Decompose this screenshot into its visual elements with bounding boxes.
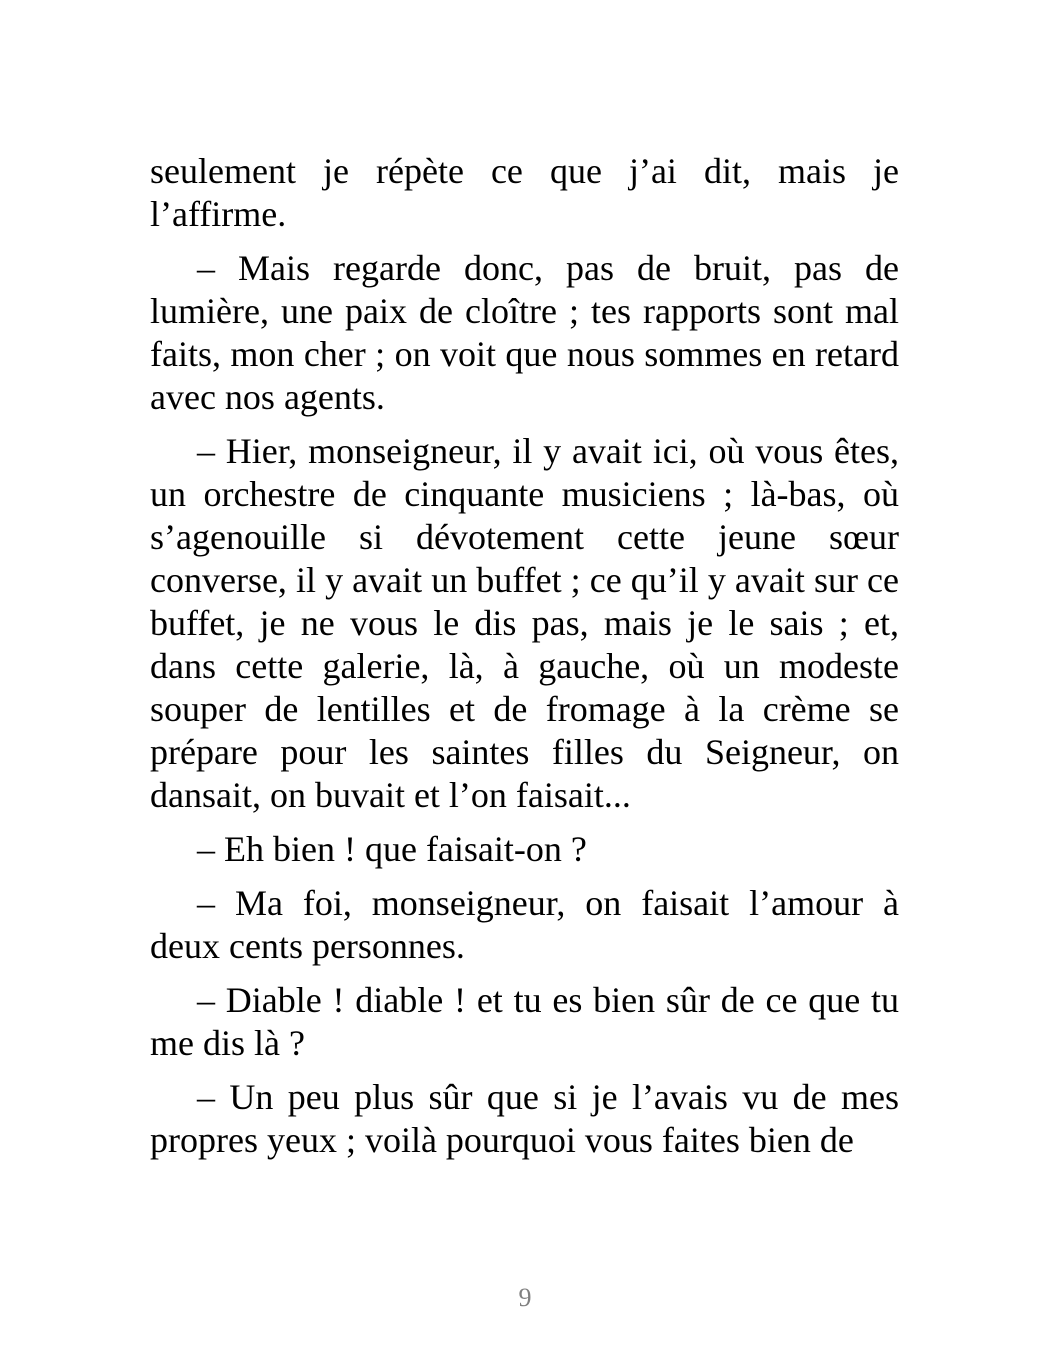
paragraph-dialogue: – Ma foi, monseigneur, on faisait l’amour à deux cents personnes. [150, 883, 899, 966]
paragraph-dialogue: – Hier, monseigneur, il y avait ici, où vous êtes, un orchestre de cinquante musiciens ; là-bas, où s’agenouille si dévotement cette jeune sœur converse, il y avait un buffet ; ce qu’il y avait sur ce buffet, je ne vous le dis pas, mais je le sais ; et, dans cette galerie, là, à gauche, où un modeste souper de lentilles et de fromage à la crème se prépare pour les saintes filles du Seigneur, on dansait, on buvait et l’on faisait... [150, 431, 899, 815]
paragraph-continuation: seulement je répète ce que j’ai dit, mais je l’affirme. [150, 151, 899, 234]
paragraph-dialogue: – Un peu plus sûr que si je l’avais vu de mes propres yeux ; voilà pourquoi vous faites bien de [150, 1077, 899, 1160]
page-number: 9 [518, 1283, 532, 1312]
paragraph-dialogue: – Mais regarde donc, pas de bruit, pas de lumière, une paix de cloître ; tes rapports sont mal faits, mon cher ; on voit que nous sommes en retard avec nos agents. [150, 248, 899, 417]
paragraph-dialogue: – Diable ! diable ! et tu es bien sûr de ce que tu me dis là ? [150, 980, 899, 1063]
paragraph-dialogue: – Eh bien ! que faisait-on ? [197, 829, 587, 869]
page-body [150, 150, 899, 1173]
